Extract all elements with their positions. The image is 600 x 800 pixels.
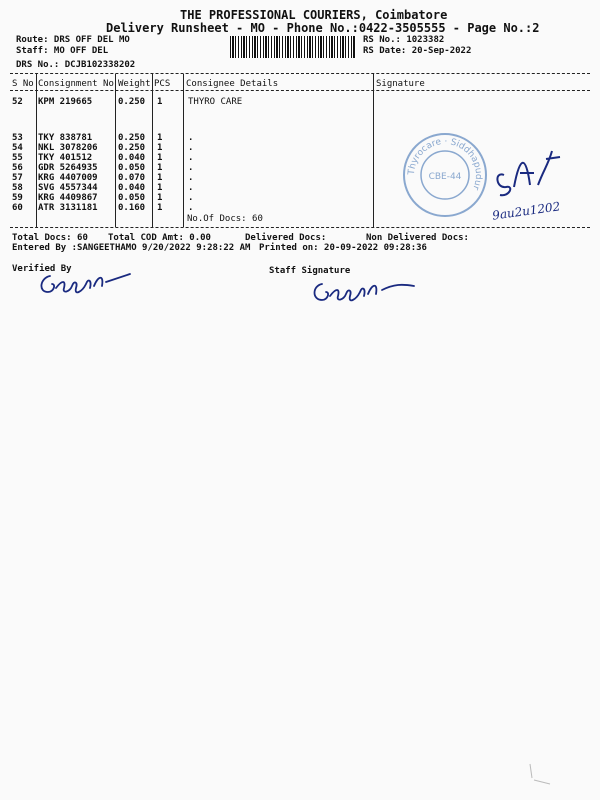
stamp-ring-text: Thyrocare · Siddhapudur [406, 136, 484, 192]
cell-consignment: KRG 4409867 [38, 193, 98, 203]
table-top-divider [10, 73, 590, 74]
staff-signature-label: Staff Signature [269, 266, 351, 276]
printed-on: Printed on: 20-09-2022 09:28:36 [259, 243, 427, 253]
cell-pcs: 1 [157, 133, 163, 143]
cell-pcs: 1 [157, 97, 163, 107]
cell-consignment: KRG 4407009 [38, 173, 98, 183]
barcode [230, 36, 356, 58]
cell-consignee: . [188, 143, 194, 153]
cell-consignee: . [188, 183, 194, 193]
verified-by-signature [36, 266, 136, 302]
cell-consignment: SVG 4557344 [38, 183, 98, 193]
cell-sno: 59 [12, 193, 23, 203]
col-header-signature: Signature [376, 79, 425, 89]
scan-mark [520, 760, 560, 790]
col-header-weight: Weight [118, 79, 151, 89]
col-divider-2 [115, 74, 116, 227]
cell-weight: 0.160 [118, 203, 146, 213]
cell-weight: 0.070 [118, 173, 146, 183]
thyrocare-stamp [400, 130, 490, 220]
cell-weight: 0.250 [118, 97, 146, 107]
staff-signature [310, 274, 420, 310]
col-divider-4 [183, 74, 184, 227]
verified-by-label: Verified By [12, 264, 72, 274]
cell-weight: 0.040 [118, 183, 146, 193]
total-docs: Total Docs: 60 [12, 233, 88, 243]
cell-weight: 0.250 [118, 133, 146, 143]
cell-pcs: 1 [157, 173, 163, 183]
cell-sno: 57 [12, 173, 23, 183]
cell-consignee: . [188, 193, 194, 203]
cell-consignment: NKL 3078206 [38, 143, 98, 153]
runsheet-title: Delivery Runsheet - MO - Phone No.:0422-3505555 - Page No.:2 [106, 21, 540, 35]
cell-sno: 55 [12, 153, 23, 163]
cell-pcs: 1 [157, 153, 163, 163]
cell-consignee: . [188, 153, 194, 163]
col-divider-5 [373, 74, 374, 227]
consignee-signature [490, 145, 570, 205]
col-divider-1 [36, 74, 37, 227]
cell-sno: 58 [12, 183, 23, 193]
rs-date: RS Date: 20-Sep-2022 [363, 46, 472, 56]
delivered-docs: Delivered Docs: [245, 233, 327, 243]
cell-consignee: . [188, 133, 194, 143]
stamp-center-text: CBE-44 [428, 172, 462, 182]
entered-by: Entered By :SANGEETHAMO 9/20/2022 9:28:22 AM [12, 243, 251, 253]
header-divider [10, 90, 590, 91]
cell-sno: 53 [12, 133, 23, 143]
cell-consignment: KPM 219665 [38, 97, 93, 107]
cell-consignee: . [188, 203, 194, 213]
company-title: THE PROFESSIONAL COURIERS, Coimbatore [180, 8, 448, 22]
route-label: Route: DRS OFF DEL MO [16, 35, 130, 45]
cell-pcs: 1 [157, 163, 163, 173]
col-header-consignee: Consignee Details [186, 79, 279, 89]
cell-consignment: TKY 838781 [38, 133, 93, 143]
rs-number: RS No.: 1023382 [363, 35, 445, 45]
cell-sno: 54 [12, 143, 23, 153]
staff-label: Staff: MO OFF DEL [16, 46, 109, 56]
drs-number: DRS No.: DCJB102338202 [16, 60, 136, 70]
col-header-sno: S No [12, 79, 34, 89]
handwritten-date: 9au2u1202 [491, 199, 562, 223]
cell-sno: 52 [12, 97, 23, 107]
cell-consignment: ATR 3131181 [38, 203, 98, 213]
cell-weight: 0.250 [118, 143, 146, 153]
cell-pcs: 1 [157, 203, 163, 213]
cell-consignment: GDR 5264935 [38, 163, 98, 173]
no-of-docs: No.Of Docs: 60 [187, 214, 263, 224]
col-header-pcs: PCS [154, 79, 171, 89]
cell-sno: 56 [12, 163, 23, 173]
cell-weight: 0.050 [118, 163, 146, 173]
col-header-consignment: Consignment No [38, 79, 114, 89]
cell-pcs: 1 [157, 143, 163, 153]
cell-consignee: . [188, 173, 194, 183]
cell-pcs: 1 [157, 193, 163, 203]
cell-consignee: . [188, 163, 194, 173]
table-bottom-divider [10, 227, 590, 228]
total-cod-amount: Total COD Amt: 0.00 [108, 233, 211, 243]
cell-sno: 60 [12, 203, 23, 213]
cell-pcs: 1 [157, 183, 163, 193]
non-delivered-docs: Non Delivered Docs: [366, 233, 469, 243]
col-divider-3 [152, 74, 153, 227]
cell-weight: 0.050 [118, 193, 146, 203]
cell-consignment: TKY 401512 [38, 153, 93, 163]
cell-consignee: THYRO CARE [188, 97, 243, 107]
cell-weight: 0.040 [118, 153, 146, 163]
